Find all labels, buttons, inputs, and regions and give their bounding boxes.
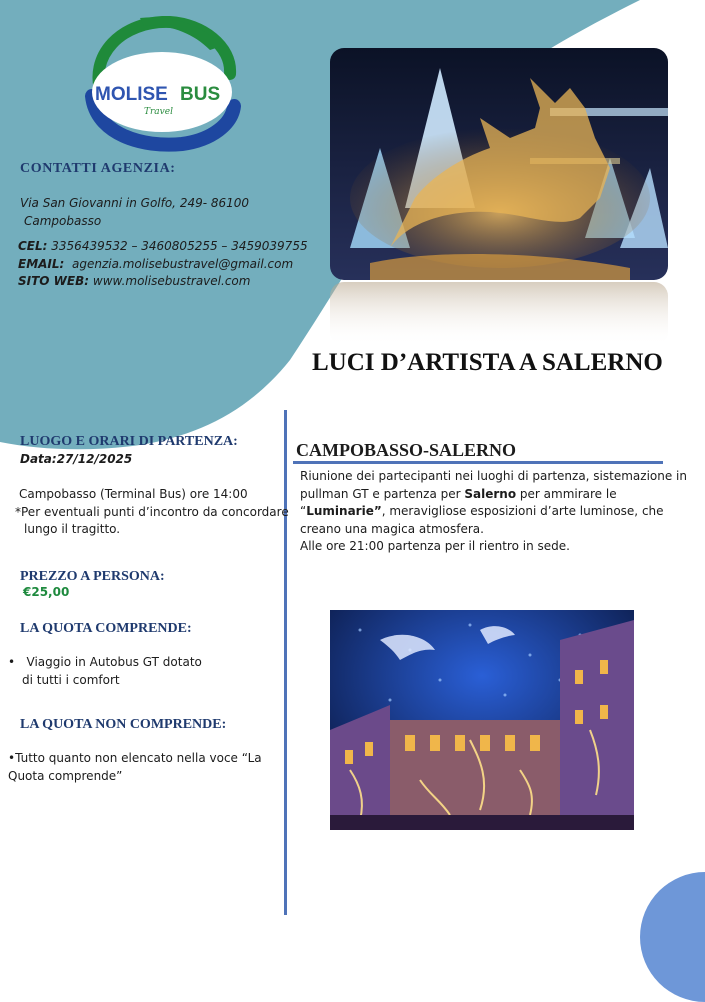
bullet: • <box>8 655 16 669</box>
reindeer-lights-photo <box>330 48 668 280</box>
departure-date: Data:27/12/2025 <box>20 452 133 466</box>
route-return: Alle ore 21:00 partenza per il rientro in sede. <box>300 539 570 553</box>
agency-address <box>20 194 249 230</box>
included-line-1: Viaggio in Autobus GT dotato <box>26 655 202 669</box>
phone-numbers[interactable]: 3356439532 – 3460805255 – 3459039755 <box>51 239 308 253</box>
logo-text-left: MOLISE <box>95 84 168 105</box>
website-link[interactable]: www.molisebustravel.com <box>92 274 251 288</box>
route-underline <box>293 461 663 464</box>
molisebus-logo <box>82 16 242 152</box>
not-included-item: •Tutto quanto non elencato nella voce “La Quota comprende” <box>8 751 262 783</box>
departure-line-2: *Per eventuali punti d’incontro da concordare <box>15 504 289 519</box>
route-description <box>300 468 690 556</box>
included-item <box>8 654 202 689</box>
departure-line-3: lungo il tragitto. <box>24 522 121 536</box>
departure-heading: LUOGO E ORARI DI PARTENZA: <box>20 434 238 449</box>
logo-text-right: BUS <box>180 84 221 105</box>
route-desc-luminarie: Luminarie” <box>306 504 382 518</box>
included-line-2: di tutti i comfort <box>22 672 120 687</box>
page-title: LUCI D’ARTISTA A SALERNO <box>312 349 663 376</box>
route-title: CAMPOBASSO-SALERNO <box>296 440 517 460</box>
departure-details <box>17 486 289 539</box>
route-desc-text-1: Riunione dei partecipanti nei luoghi di partenza, sistemazione in pullman GT e partenza per <box>300 469 687 501</box>
price-heading: PREZZO A PERSONA: <box>20 569 165 584</box>
included-heading: LA QUOTA COMPRENDE: <box>20 621 192 636</box>
price-value: €25,00 <box>23 585 70 599</box>
address-line-1: Via San Giovanni in Golfo, 249- 86100 <box>20 196 250 210</box>
logo-subtitle: Travel <box>144 107 173 117</box>
route-desc-text-3: , meravigliose esposizioni d’arte luminose, che creano una magica atmosfera. <box>300 504 664 536</box>
route-desc-text-2: per ammirare le “ <box>300 486 617 518</box>
contact-details <box>18 238 308 291</box>
website-label: SITO WEB: <box>18 274 90 288</box>
route-desc-salerno: Salerno <box>464 486 517 501</box>
contacts-title: CONTATTI AGENZIA: <box>20 161 176 176</box>
address-line-2: Campobasso <box>24 214 102 228</box>
cel-label: CEL: <box>18 239 48 253</box>
photo-reflection <box>330 282 668 346</box>
luminarie-square-photo <box>330 610 634 830</box>
departure-line-1: Campobasso (Terminal Bus) ore 14:00 <box>19 487 248 501</box>
not-included-heading: LA QUOTA NON COMPRENDE: <box>20 717 227 732</box>
email-link[interactable]: agenzia.molisebustravel@gmail.com <box>71 256 294 271</box>
email-label: EMAIL: <box>18 256 65 271</box>
